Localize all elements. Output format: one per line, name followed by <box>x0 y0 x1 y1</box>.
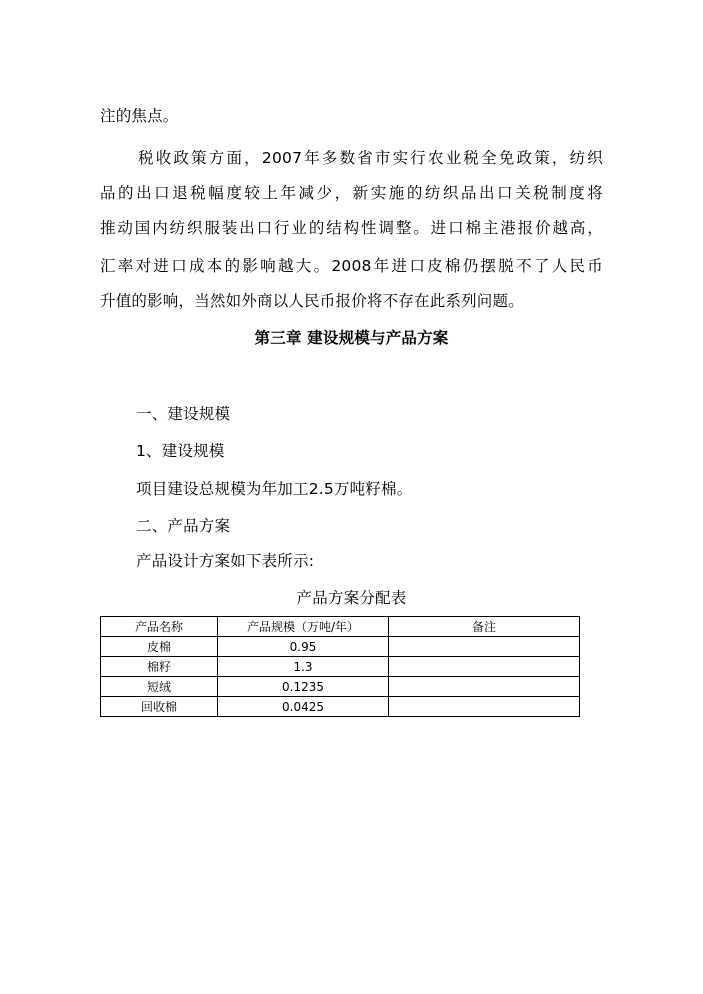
table-cell <box>389 637 580 657</box>
table-cell <box>389 677 580 697</box>
table-header-cell: 产品规模（万吨/年） <box>218 617 389 637</box>
section-1-subheading: 1、建设规模 <box>136 442 225 460</box>
body-line-3: 品的出口退税幅度较上年减少，新实施的纺织品出口关税制度将 <box>100 184 603 202</box>
table-caption: 产品方案分配表 <box>296 589 407 607</box>
body-line-6: 升值的影响，当然如外商以人民币报价将不存在此系列问题。 <box>100 292 524 310</box>
table-header-row <box>101 617 580 637</box>
body-line-2-text: 税收政策方面，2007年多数省市实行农业税全免政策，纺织 <box>136 149 603 167</box>
table-row <box>101 697 580 717</box>
table-row <box>101 677 580 697</box>
product-plan-table <box>100 616 580 717</box>
table-cell: 棉籽 <box>101 657 218 677</box>
table-cell: 0.0425 <box>218 697 389 717</box>
table-header-cell: 产品名称 <box>101 617 218 637</box>
table-cell: 0.95 <box>218 637 389 657</box>
table-cell <box>389 657 580 677</box>
chapter-title: 第三章 建设规模与产品方案 <box>254 329 449 347</box>
table-cell: 回收棉 <box>101 697 218 717</box>
table-cell: 1.3 <box>218 657 389 677</box>
table-cell <box>389 697 580 717</box>
table-row <box>101 637 580 657</box>
section-2-heading: 二、产品方案 <box>136 517 231 535</box>
table-cell: 0.1235 <box>218 677 389 697</box>
section-1-text: 项目建设总规模为年加工2.5万吨籽棉。 <box>136 480 413 498</box>
body-line-1: 注的焦点。 <box>100 107 179 125</box>
section-1-heading: 一、建设规模 <box>136 405 231 423</box>
table-cell: 皮棉 <box>101 637 218 657</box>
body-line-2 <box>100 148 603 168</box>
table-row <box>101 657 580 677</box>
body-line-5: 汇率对进口成本的影响越大。2008年进口皮棉仍摆脱不了人民币 <box>100 257 603 275</box>
section-2-text: 产品设计方案如下表所示: <box>136 552 315 570</box>
table-cell: 短绒 <box>101 677 218 697</box>
table-header-cell: 备注 <box>389 617 580 637</box>
body-line-4: 推动国内纺织服装出口行业的结构性调整。进口棉主港报价越高， <box>100 219 603 237</box>
